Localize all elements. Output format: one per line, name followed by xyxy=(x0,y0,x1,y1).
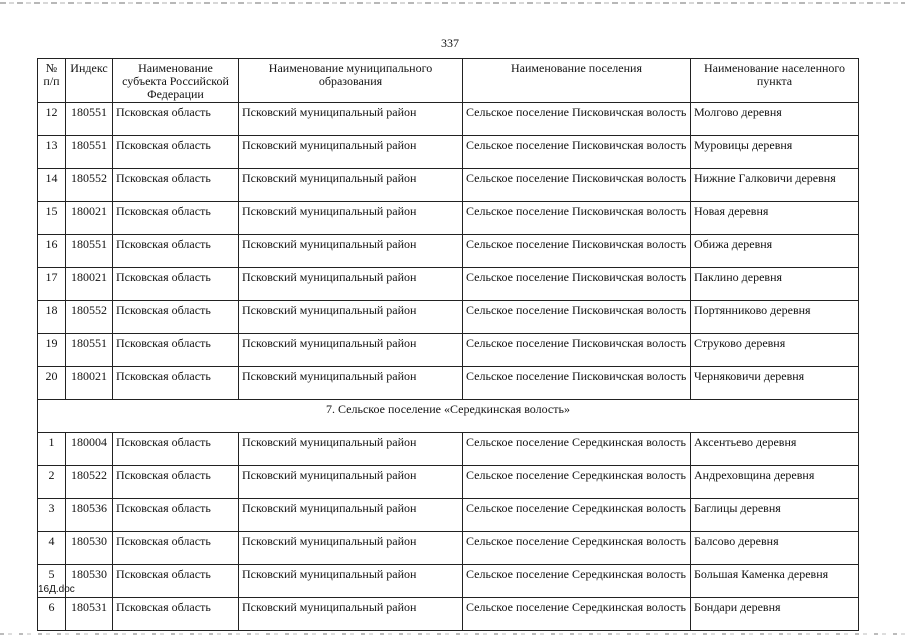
cell-municipality: Псковский муниципальный район xyxy=(239,334,463,367)
cell-municipality: Псковский муниципальный район xyxy=(239,367,463,400)
cell-num: 5 xyxy=(38,565,66,598)
cell-index: 180004 xyxy=(66,433,113,466)
scan-artifact-bottom xyxy=(0,633,905,635)
cell-subject: Псковская область xyxy=(113,499,239,532)
settlements-table xyxy=(37,58,859,631)
cell-num: 1 xyxy=(38,433,66,466)
cell-municipality: Псковский муниципальный район xyxy=(239,169,463,202)
table-row xyxy=(38,334,859,367)
cell-settlement: Сельское поселение Писковичская волость xyxy=(463,235,691,268)
cell-settlement: Сельское поселение Писковичская волость xyxy=(463,169,691,202)
cell-index: 180551 xyxy=(66,235,113,268)
cell-subject: Псковская область xyxy=(113,367,239,400)
cell-locality: Аксентьево деревня xyxy=(691,433,859,466)
cell-index: 180021 xyxy=(66,367,113,400)
cell-num: 6 xyxy=(38,598,66,631)
table-row xyxy=(38,532,859,565)
cell-settlement: Сельское поселение Середкинская волость xyxy=(463,598,691,631)
header-subject: Наименование субъекта Российской Федерации xyxy=(113,59,239,103)
cell-num: 14 xyxy=(38,169,66,202)
cell-subject: Псковская область xyxy=(113,136,239,169)
cell-settlement: Сельское поселение Середкинская волость xyxy=(463,499,691,532)
cell-locality: Новая деревня xyxy=(691,202,859,235)
cell-settlement: Сельское поселение Писковичская волость xyxy=(463,103,691,136)
cell-num: 4 xyxy=(38,532,66,565)
cell-locality: Балсово деревня xyxy=(691,532,859,565)
cell-municipality: Псковский муниципальный район xyxy=(239,301,463,334)
table-row xyxy=(38,136,859,169)
table-row xyxy=(38,466,859,499)
header-index: Индекс xyxy=(66,59,113,103)
cell-subject: Псковская область xyxy=(113,598,239,631)
cell-locality: Молгово деревня xyxy=(691,103,859,136)
cell-locality: Андреховщина деревня xyxy=(691,466,859,499)
cell-settlement: Сельское поселение Середкинская волость xyxy=(463,433,691,466)
cell-index: 180551 xyxy=(66,334,113,367)
cell-index: 180522 xyxy=(66,466,113,499)
cell-municipality: Псковский муниципальный район xyxy=(239,136,463,169)
cell-locality: Портянниково деревня xyxy=(691,301,859,334)
cell-subject: Псковская область xyxy=(113,268,239,301)
cell-subject: Псковская область xyxy=(113,433,239,466)
cell-index: 180021 xyxy=(66,202,113,235)
cell-locality: Черняковичи деревня xyxy=(691,367,859,400)
header-municipality: Наименование муниципального образования xyxy=(239,59,463,103)
cell-index: 180530 xyxy=(66,532,113,565)
table-row xyxy=(38,565,859,598)
cell-index: 180552 xyxy=(66,169,113,202)
cell-settlement: Сельское поселение Писковичская волость xyxy=(463,268,691,301)
cell-num: 16 xyxy=(38,235,66,268)
table-row xyxy=(38,367,859,400)
cell-settlement: Сельское поселение Писковичская волость xyxy=(463,202,691,235)
group1-body xyxy=(38,103,859,400)
table-row xyxy=(38,433,859,466)
table-row xyxy=(38,235,859,268)
cell-index: 180536 xyxy=(66,499,113,532)
cell-municipality: Псковский муниципальный район xyxy=(239,532,463,565)
cell-settlement: Сельское поселение Писковичская волость xyxy=(463,301,691,334)
cell-municipality: Псковский муниципальный район xyxy=(239,466,463,499)
cell-settlement: Сельское поселение Писковичская волость xyxy=(463,334,691,367)
cell-num: 20 xyxy=(38,367,66,400)
cell-locality: Муровицы деревня xyxy=(691,136,859,169)
cell-num: 13 xyxy=(38,136,66,169)
cell-subject: Псковская область xyxy=(113,235,239,268)
cell-locality: Струково деревня xyxy=(691,334,859,367)
cell-index: 180021 xyxy=(66,268,113,301)
cell-num: 15 xyxy=(38,202,66,235)
cell-settlement: Сельское поселение Писковичская волость xyxy=(463,136,691,169)
cell-locality: Баглицы деревня xyxy=(691,499,859,532)
cell-municipality: Псковский муниципальный район xyxy=(239,103,463,136)
cell-locality: Большая Каменка деревня xyxy=(691,565,859,598)
cell-municipality: Псковский муниципальный район xyxy=(239,268,463,301)
table-row xyxy=(38,103,859,136)
section-title: 7. Сельское поселение «Середкинская волость» xyxy=(38,400,859,433)
section-row xyxy=(38,400,859,433)
table-row xyxy=(38,499,859,532)
cell-municipality: Псковский муниципальный район xyxy=(239,499,463,532)
cell-subject: Псковская область xyxy=(113,532,239,565)
cell-num: 18 xyxy=(38,301,66,334)
table-row xyxy=(38,169,859,202)
table-row xyxy=(38,202,859,235)
table-row xyxy=(38,598,859,631)
cell-settlement: Сельское поселение Середкинская волость xyxy=(463,565,691,598)
cell-subject: Псковская область xyxy=(113,202,239,235)
cell-subject: Псковская область xyxy=(113,169,239,202)
cell-subject: Псковская область xyxy=(113,103,239,136)
cell-subject: Псковская область xyxy=(113,334,239,367)
cell-municipality: Псковский муниципальный район xyxy=(239,598,463,631)
footer-filename: 16Д.doc xyxy=(38,584,75,595)
cell-settlement: Сельское поселение Писковичская волость xyxy=(463,367,691,400)
cell-subject: Псковская область xyxy=(113,565,239,598)
cell-municipality: Псковский муниципальный район xyxy=(239,235,463,268)
cell-index: 180531 xyxy=(66,598,113,631)
cell-locality: Бондари деревня xyxy=(691,598,859,631)
cell-settlement: Сельское поселение Середкинская волость xyxy=(463,466,691,499)
cell-num: 12 xyxy=(38,103,66,136)
table-row xyxy=(38,268,859,301)
cell-num: 2 xyxy=(38,466,66,499)
header-num: № п/п xyxy=(38,59,66,103)
cell-locality: Паклино деревня xyxy=(691,268,859,301)
page-number: 337 xyxy=(441,36,459,50)
cell-num: 3 xyxy=(38,499,66,532)
cell-municipality: Псковский муниципальный район xyxy=(239,433,463,466)
cell-subject: Псковская область xyxy=(113,466,239,499)
cell-index: 180551 xyxy=(66,103,113,136)
cell-municipality: Псковский муниципальный район xyxy=(239,565,463,598)
cell-num: 17 xyxy=(38,268,66,301)
cell-settlement: Сельское поселение Середкинская волость xyxy=(463,532,691,565)
header-row xyxy=(38,59,859,103)
table-row xyxy=(38,301,859,334)
scan-artifact-top xyxy=(0,2,905,4)
cell-locality: Нижние Галковичи деревня xyxy=(691,169,859,202)
header-settlement: Наименование поселения xyxy=(463,59,691,103)
cell-num: 19 xyxy=(38,334,66,367)
cell-index: 180551 xyxy=(66,136,113,169)
table-header xyxy=(38,59,859,103)
cell-locality: Обижа деревня xyxy=(691,235,859,268)
section-body xyxy=(38,400,859,433)
group2-body xyxy=(38,433,859,631)
header-locality: Наименование населенного пункта xyxy=(691,59,859,103)
cell-index: 180530 xyxy=(66,565,113,598)
cell-subject: Псковская область xyxy=(113,301,239,334)
cell-index: 180552 xyxy=(66,301,113,334)
cell-municipality: Псковский муниципальный район xyxy=(239,202,463,235)
